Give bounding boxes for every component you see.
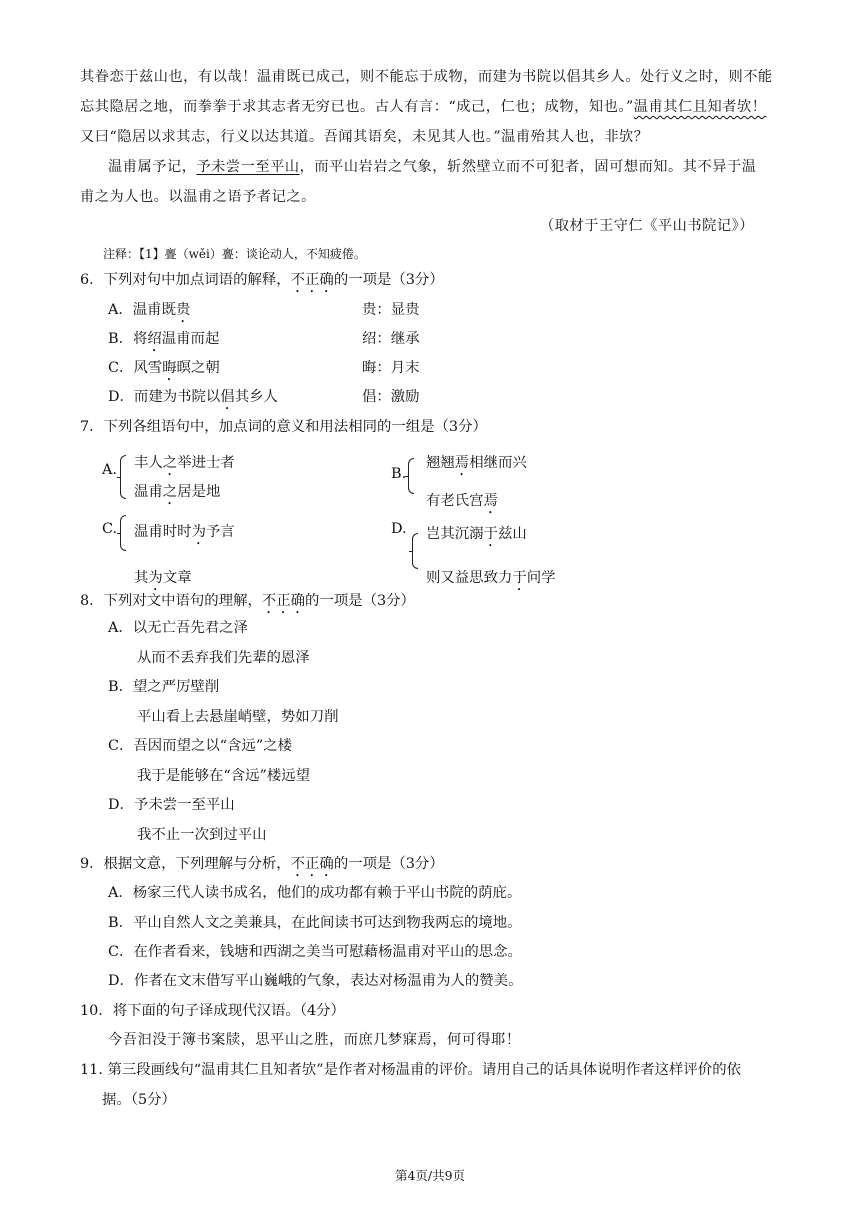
question-8-stem: 8．下列对文中语句的理解，不正确的一项是（3分） bbox=[80, 593, 415, 609]
wavy-underlined-sentence: 温甫其仁且知者欤！ bbox=[633, 99, 767, 115]
q7-c-sentence-2: 其为文章 bbox=[134, 570, 192, 586]
q10-sentence: 今吾汩没于簿书案牍，思平山之胜，而庶几梦寐焉，何可得耶！ bbox=[108, 1032, 521, 1048]
brace-icon bbox=[408, 458, 414, 494]
q6-explanation-b: 绍：继承 bbox=[362, 331, 420, 347]
passage-line: 温甫属予记，予未尝一至平山，而平山岩岩之气象，斩然壁立而不可犯者，固可想而知。其不异于温 bbox=[108, 159, 757, 175]
q7-d-sentence-1: 岂其沉溺于兹山 bbox=[426, 526, 527, 542]
footnote: 注释：【1】亹（wěi）亹：谈论动人，不知疲倦。 bbox=[103, 247, 366, 261]
q8-option-b: B．望之严厉壁削 bbox=[108, 679, 220, 695]
q6-option-b: B．将绍温甫而起 bbox=[108, 331, 220, 347]
q7-b-sentence-2: 有老氏宫焉 bbox=[426, 493, 498, 509]
q6-explanation-c: 晦：月末 bbox=[362, 360, 420, 376]
brace-icon bbox=[412, 533, 418, 569]
q8-answer-b: 平山看上去悬崖峭壁，势如刀削 bbox=[137, 709, 339, 725]
q8-answer-c: 我于是能够在“含远”楼远望 bbox=[137, 768, 311, 784]
q6-option-c: C．风雪晦暝之朝 bbox=[108, 360, 220, 376]
underlined-sentence: 予未尝一至平山 bbox=[196, 159, 300, 175]
q7-label-b: B. bbox=[391, 466, 407, 482]
q9-option-c: C．在作者看来，钱塘和西湖之美当可慰藉杨温甫对平山的思念。 bbox=[108, 944, 522, 960]
q7-b-sentence-1: 翘翘焉相继而兴 bbox=[426, 455, 527, 471]
passage-line: 其眷恋于兹山也，有以哉！温甫既已成己，则不能忘于成物，而建为书院以倡其乡人。处行义之时，则不能 bbox=[80, 69, 773, 85]
passage-line: 忘其隐居之地，而拳拳于求其志者无穷已也。古人有言：“成己，仁也；成物，知也。”温甫其仁且知者欤！ bbox=[80, 99, 767, 115]
question-11-stem-cont: 据。（5分） bbox=[102, 1092, 176, 1108]
q8-answer-d: 我不止一次到过平山 bbox=[137, 827, 267, 843]
q7-label-c: C. bbox=[102, 521, 118, 537]
q7-label-d: D. bbox=[391, 521, 407, 537]
q9-option-d: D．作者在文末借写平山巍峨的气象，表达对杨温甫为人的赞美。 bbox=[108, 973, 523, 989]
passage-source: （取材于王守仁《平山书院记》） bbox=[540, 218, 754, 234]
q8-option-d: D．予未尝一至平山 bbox=[108, 797, 235, 813]
passage-line: 又曰“隐居以求其志，行义以达其道。吾闻其语矣，未见其人也。”温甫殆其人也，非欤？ bbox=[80, 129, 649, 145]
brace-icon bbox=[120, 515, 126, 551]
q7-d-sentence-2: 则又益思致力于问学 bbox=[426, 570, 556, 586]
q9-option-a: A．杨家三代人读书成名，他们的成功都有赖于平山书院的荫庇。 bbox=[108, 885, 522, 901]
question-11-stem: 11. 第三段画线句“温甫其仁且知者欤”是作者对杨温甫的评价。请用自己的话具体说明作者这样评价的依 bbox=[80, 1062, 741, 1078]
q7-a-sentence-2: 温甫之居是地 bbox=[134, 484, 221, 500]
question-10-stem: 10．将下面的句子译成现代汉语。（4分） bbox=[80, 1003, 345, 1019]
question-6-stem: 6．下列对句中加点词语的解释，不正确的一项是（3分） bbox=[80, 272, 444, 288]
page-number: 第4页/共9页 bbox=[394, 1168, 466, 1183]
q7-label-a: A. bbox=[102, 462, 117, 478]
q6-option-a: A．温甫既贵 bbox=[108, 302, 191, 318]
q7-c-sentence-1: 温甫时时为予言 bbox=[134, 524, 235, 540]
q6-explanation-d: 倡：激励 bbox=[362, 389, 420, 405]
q8-answer-a: 从而不丢弃我们先辈的恩泽 bbox=[137, 650, 310, 666]
passage-line: 甫之为人也。以温甫之语予者记之。 bbox=[80, 189, 316, 205]
q6-explanation-a: 贵：显贵 bbox=[362, 302, 420, 318]
question-9-stem: 9．根据文意，下列理解与分析，不正确的一项是（3分） bbox=[80, 856, 444, 872]
q8-option-a: A．以无亡吾先君之泽 bbox=[108, 620, 248, 636]
q9-option-b: B．平山自然人文之美兼具，在此间读书可达到物我两忘的境地。 bbox=[108, 915, 522, 931]
q7-a-sentence-1: 丰人之举进士者 bbox=[134, 455, 235, 471]
brace-icon bbox=[120, 455, 126, 499]
q8-option-c: C．吾因而望之以“含远”之楼 bbox=[108, 738, 293, 754]
question-7-stem: 7．下列各组语句中，加点词的意义和用法相同的一组是（3分） bbox=[80, 419, 487, 435]
q6-option-d: D．而建为书院以倡其乡人 bbox=[108, 389, 278, 405]
